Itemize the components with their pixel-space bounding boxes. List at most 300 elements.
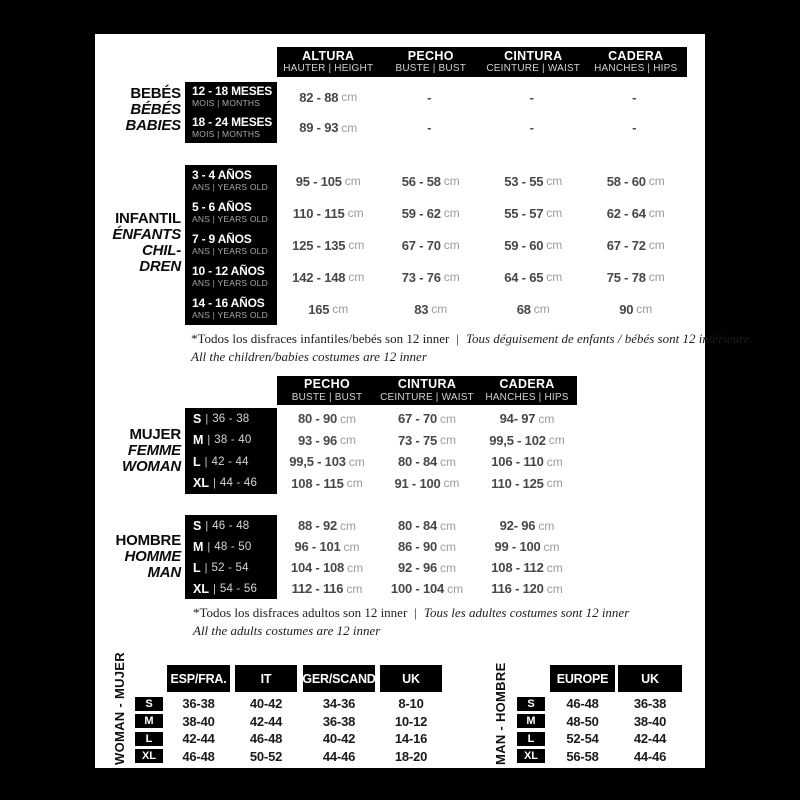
- age-range-subtitle: ANS | YEARS OLD: [192, 214, 268, 225]
- value: 93 - 96: [297, 432, 338, 448]
- women-group-label: [95, 427, 181, 475]
- size-label-cell: [185, 473, 277, 495]
- uk-value: 18-20: [394, 748, 428, 764]
- waist-cell: [482, 197, 585, 229]
- row-values: [277, 113, 687, 144]
- row-values: [277, 261, 687, 293]
- uk-value: 10-12: [394, 713, 428, 729]
- size-label-cell: [185, 430, 277, 452]
- column-subtitle: CEINTURE | WAIST: [380, 391, 474, 403]
- column-subtitle: BUSTE | BUST: [395, 63, 467, 75]
- size-label-cell: [185, 557, 277, 578]
- table-row: [185, 165, 687, 197]
- column-title: PECHO: [304, 377, 350, 392]
- age-label-cell: [185, 197, 277, 229]
- waist-cell: [377, 451, 477, 473]
- value: 59 - 62: [401, 205, 441, 221]
- bust-cell: [277, 515, 377, 536]
- unit: cm: [546, 174, 563, 188]
- size-letter: XL: [517, 749, 545, 763]
- column-header-uk: UK: [380, 665, 442, 692]
- size-separator: |: [205, 519, 209, 532]
- age-range-subtitle: ANS | YEARS OLD: [192, 246, 268, 257]
- waist-cell: [377, 473, 477, 495]
- size-separator: |: [205, 412, 209, 425]
- footnote-fr: Tous déguisement de enfants / bébés sont 12 intérieure: [465, 331, 750, 346]
- table-row: [185, 451, 577, 473]
- size-separator: |: [207, 434, 211, 447]
- age-range: 7 - 9 AÑOS: [192, 232, 252, 247]
- size-letter: M: [193, 539, 204, 554]
- uk-value: 44-46: [633, 748, 667, 764]
- bust-cell: [380, 113, 483, 144]
- group-label-line: FEMME: [127, 442, 181, 459]
- europe-value: 52-54: [566, 731, 599, 747]
- age-range: 18 - 24 MESES: [192, 114, 273, 129]
- hips-cell: [585, 165, 688, 197]
- table-row: [517, 713, 682, 731]
- it-value: 50-52: [249, 748, 283, 764]
- group-label-line: BABIES: [125, 117, 181, 134]
- adults-table-header: [277, 376, 577, 405]
- size-letter: M: [135, 714, 163, 728]
- size-label-cell: [185, 515, 277, 536]
- group-label-line: BÉBÉS: [130, 101, 181, 118]
- table-row: [185, 293, 687, 325]
- row-values: [277, 536, 577, 557]
- column-title: CADERA: [499, 377, 555, 392]
- hips-cell: [477, 408, 577, 430]
- value: 67 - 70: [397, 411, 438, 427]
- waist-cell: [482, 113, 585, 144]
- value: 80 - 84: [397, 454, 438, 470]
- children-rows: [185, 165, 687, 325]
- esp-fra-value: 42-44: [182, 731, 215, 747]
- height-cell: [277, 165, 380, 197]
- height-cell: [277, 82, 380, 113]
- table-row: [185, 473, 577, 495]
- hips-cell: [477, 430, 577, 452]
- size-letter: M: [517, 714, 545, 728]
- column-header-ger-scand: GER/SCAND: [303, 665, 375, 692]
- age-range: 5 - 6 AÑOS: [192, 200, 252, 215]
- value: 73 - 76: [401, 269, 441, 285]
- row-values: [277, 293, 687, 325]
- bust-cell: [380, 82, 483, 113]
- table-row: [185, 113, 687, 144]
- size-separator: |: [204, 455, 208, 468]
- bust-cell: [277, 536, 377, 557]
- column-header-hips: [477, 376, 577, 405]
- table-row: [517, 748, 682, 766]
- unit: cm: [648, 270, 665, 284]
- row-values: [277, 557, 577, 578]
- table-row: [185, 430, 577, 452]
- value: 110 - 115: [292, 205, 345, 221]
- value: 99,5 - 103: [289, 454, 346, 470]
- height-cell: [277, 261, 380, 293]
- unit: cm: [348, 270, 365, 284]
- unit: cm: [538, 518, 555, 533]
- value: 91 - 100: [394, 475, 441, 491]
- row-values: [277, 165, 687, 197]
- column-title: CINTURA: [504, 48, 563, 63]
- table-row: [517, 730, 682, 748]
- value: 92 - 96: [397, 560, 438, 575]
- table-row: [135, 695, 442, 713]
- value: 88 - 92: [297, 518, 338, 533]
- column-header-bust: [380, 47, 483, 77]
- size-letter: S: [193, 411, 202, 426]
- row-values: [277, 408, 577, 430]
- unit: cm: [447, 581, 464, 596]
- footnote-fr: Tous les adultes costumes sont 12 inner: [423, 605, 630, 620]
- group-label-line: HOMBRE: [115, 532, 181, 549]
- value: 95 - 105: [295, 173, 342, 189]
- value: 86 - 90: [397, 539, 438, 554]
- size-letter: L: [193, 560, 201, 575]
- unit: cm: [348, 454, 365, 469]
- height-cell: [277, 197, 380, 229]
- men-conversion-side-label: MAN - HOMBRE: [493, 662, 508, 765]
- table-row: [185, 197, 687, 229]
- bust-cell: [277, 451, 377, 473]
- esp-fra-value: 38-40: [182, 713, 215, 729]
- hips-cell: [585, 197, 688, 229]
- unit: cm: [431, 302, 448, 316]
- ger-scand-value: 40-42: [322, 731, 356, 747]
- size-label-cell: [185, 536, 277, 557]
- waist-cell: [377, 557, 477, 578]
- column-subtitle: BUSTE | BUST: [291, 391, 363, 403]
- ger-scand-value: 44-46: [322, 748, 356, 764]
- age-label-cell: [185, 261, 277, 293]
- unit: cm: [440, 560, 457, 575]
- row-values: [277, 82, 687, 113]
- bust-cell: [380, 197, 483, 229]
- column-header-uk: UK: [618, 665, 682, 692]
- value: 64 - 65: [504, 269, 544, 285]
- footnote-line-2: All the adults costumes are 12 inner: [193, 622, 381, 638]
- uk-value: 36-38: [633, 696, 667, 712]
- men-group-label: [95, 533, 181, 581]
- unit: cm: [344, 174, 361, 188]
- age-range-subtitle: ANS | YEARS OLD: [192, 182, 268, 193]
- waist-cell: [482, 229, 585, 261]
- unit: cm: [443, 238, 460, 252]
- size-range: 54 - 56: [219, 582, 258, 595]
- value: 108 - 115: [291, 475, 344, 491]
- size-letter: XL: [135, 749, 163, 763]
- unit: cm: [346, 476, 363, 491]
- age-range-subtitle: ANS | YEARS OLD: [192, 310, 268, 321]
- row-values: [277, 197, 687, 229]
- age-range-subtitle: ANS | YEARS OLD: [192, 278, 268, 289]
- size-range: 52 - 54: [211, 561, 249, 574]
- hips-cell: [585, 293, 688, 325]
- unit: cm: [340, 411, 357, 426]
- value: -: [427, 120, 432, 136]
- value: 89 - 93: [299, 120, 339, 136]
- size-separator: |: [212, 582, 216, 595]
- table-row: [185, 82, 687, 113]
- it-value: 42-44: [249, 713, 283, 729]
- size-letter: L: [517, 732, 545, 746]
- unit: cm: [546, 238, 563, 252]
- value: 53 - 55: [504, 173, 544, 189]
- europe-value: 48-50: [566, 713, 599, 729]
- table-row: [185, 408, 577, 430]
- unit: cm: [440, 433, 457, 448]
- age-range: 10 - 12 AÑOS: [192, 264, 265, 279]
- waist-cell: [377, 536, 477, 557]
- age-range: 3 - 4 AÑOS: [192, 168, 252, 183]
- table-row: [185, 557, 577, 578]
- unit: cm: [340, 433, 357, 448]
- column-header-height: [277, 47, 380, 77]
- table-row: [135, 748, 442, 766]
- adults-footnote: [193, 604, 629, 639]
- size-letter: XL: [193, 476, 209, 491]
- column-subtitle: HANCHES | HIPS: [485, 391, 569, 403]
- unit: cm: [443, 206, 460, 220]
- column-header-europe: EUROPE: [550, 665, 615, 692]
- value: 100 - 104: [390, 581, 445, 596]
- value: 90: [619, 301, 634, 317]
- value: 110 - 125: [491, 475, 544, 491]
- value: 56 - 58: [401, 173, 441, 189]
- men-conversion-header: [550, 665, 682, 692]
- size-range: 48 - 50: [214, 540, 252, 553]
- footnote-line-2: All the children/babies costumes are 12 inner: [191, 348, 427, 364]
- table-row: [185, 536, 577, 557]
- value: 67 - 70: [401, 237, 441, 253]
- size-label-cell: [185, 408, 277, 430]
- value: 94- 97: [499, 411, 536, 427]
- waist-cell: [377, 515, 477, 536]
- size-letter: S: [135, 697, 163, 711]
- footnote-es: *Todos los disfraces infantiles/bebés son 12 inner: [191, 331, 450, 346]
- unit: cm: [440, 454, 457, 469]
- women-conversion-side-label: WOMAN - MUJER: [112, 652, 127, 765]
- unit: cm: [347, 560, 364, 575]
- hips-cell: [477, 515, 577, 536]
- age-label-cell: [185, 293, 277, 325]
- waist-cell: [377, 578, 477, 599]
- row-values: [277, 430, 577, 452]
- value: 59 - 60: [504, 237, 544, 253]
- unit: cm: [343, 539, 360, 554]
- value: 106 - 110: [491, 454, 544, 470]
- value: 80 - 84: [397, 518, 438, 533]
- footnote-separator: |: [456, 331, 459, 346]
- size-letter: L: [135, 732, 163, 746]
- value: 96 - 101: [294, 539, 341, 554]
- column-subtitle: HANCHES | HIPS: [594, 63, 678, 75]
- group-label-line: DREN: [139, 258, 181, 275]
- size-separator: |: [204, 561, 208, 574]
- unit: cm: [546, 476, 563, 491]
- unit: cm: [440, 518, 457, 533]
- europe-value: 56-58: [566, 748, 599, 764]
- table-row: [135, 730, 442, 748]
- unit: cm: [543, 539, 560, 554]
- size-range: 38 - 40: [214, 434, 252, 447]
- value: 55 - 57: [504, 205, 544, 221]
- size-letter: S: [517, 697, 545, 711]
- footnote-line-1: [193, 604, 629, 622]
- height-cell: [277, 229, 380, 261]
- column-header-waist: [482, 47, 585, 77]
- value: 58 - 60: [606, 173, 646, 189]
- hips-cell: [477, 473, 577, 495]
- value: 73 - 75: [397, 432, 438, 448]
- babies-rows: [185, 82, 687, 143]
- bust-cell: [277, 557, 377, 578]
- age-label-cell: [185, 113, 277, 144]
- size-label-cell: [185, 451, 277, 473]
- value: 75 - 78: [606, 269, 646, 285]
- column-header-hips: [585, 47, 688, 77]
- bust-cell: [380, 293, 483, 325]
- column-title: PECHO: [407, 48, 454, 63]
- unit: cm: [443, 174, 460, 188]
- footnote-es: *Todos los disfraces adultos son 12 inner: [193, 605, 408, 620]
- size-letter: M: [193, 433, 204, 448]
- group-label-line: WOMAN: [122, 458, 181, 475]
- group-label-line: MUJER: [129, 426, 181, 443]
- column-title: ALTURA: [302, 48, 355, 63]
- uk-value: 14-16: [394, 731, 428, 747]
- age-label-cell: [185, 165, 277, 197]
- value: -: [427, 89, 432, 105]
- size-letter: XL: [193, 581, 209, 596]
- height-cell: [277, 293, 380, 325]
- it-value: 40-42: [249, 696, 283, 712]
- bust-cell: [277, 578, 377, 599]
- men-rows: [185, 515, 577, 599]
- value: -: [632, 120, 637, 136]
- bust-cell: [277, 408, 377, 430]
- waist-cell: [377, 408, 477, 430]
- waist-cell: [377, 430, 477, 452]
- column-subtitle: CEINTURE | WAIST: [486, 63, 581, 75]
- hips-cell: [477, 451, 577, 473]
- unit: cm: [546, 560, 563, 575]
- value: 116 - 120: [491, 581, 544, 596]
- unit: cm: [341, 90, 358, 105]
- uk-value: 42-44: [633, 731, 667, 747]
- row-values: [277, 473, 577, 495]
- size-range: 42 - 44: [211, 455, 249, 468]
- value: 99 - 100: [494, 539, 541, 554]
- hips-cell: [477, 536, 577, 557]
- group-label-line: MAN: [147, 564, 181, 581]
- unit: cm: [341, 120, 358, 135]
- bust-cell: [380, 165, 483, 197]
- group-label-line: ÉNFANTS: [112, 226, 181, 243]
- size-separator: |: [207, 540, 211, 553]
- unit: cm: [538, 411, 555, 426]
- esp-fra-value: 46-48: [182, 748, 215, 764]
- unit: cm: [443, 270, 460, 284]
- unit: cm: [440, 539, 457, 554]
- kids-table-header: [277, 47, 687, 77]
- hips-cell: [585, 82, 688, 113]
- value: -: [632, 89, 637, 105]
- value: 62 - 64: [606, 205, 646, 221]
- unit: cm: [546, 270, 563, 284]
- value: 165: [308, 301, 330, 317]
- table-row: [185, 229, 687, 261]
- unit: cm: [648, 206, 665, 220]
- age-label-cell: [185, 82, 277, 113]
- value: 82 - 88: [299, 89, 339, 105]
- europe-value: 46-48: [566, 696, 599, 712]
- size-range: 44 - 46: [219, 477, 258, 490]
- size-separator: |: [212, 477, 216, 490]
- table-row: [185, 578, 577, 599]
- size-letter: S: [193, 518, 202, 533]
- column-title: CADERA: [608, 48, 664, 63]
- age-range: 12 - 18 MESES: [192, 84, 273, 99]
- footnote-line-1: [191, 330, 750, 348]
- value: 99,5 - 102: [489, 432, 546, 448]
- uk-value: 8-10: [398, 696, 424, 712]
- esp-fra-value: 36-38: [182, 696, 215, 712]
- age-label-cell: [185, 229, 277, 261]
- hips-cell: [477, 557, 577, 578]
- value: 108 - 112: [491, 560, 544, 575]
- size-label-cell: [185, 578, 277, 599]
- unit: cm: [546, 454, 563, 469]
- size-range: 36 - 38: [212, 412, 250, 425]
- bust-cell: [277, 430, 377, 452]
- unit: cm: [346, 581, 363, 596]
- age-range-subtitle: MOIS | MONTHS: [192, 128, 261, 139]
- value: 142 - 148: [292, 269, 346, 285]
- waist-cell: [482, 82, 585, 113]
- women-conversion-header: [167, 665, 442, 692]
- men-conversion-rows: [517, 695, 682, 765]
- unit: cm: [340, 518, 357, 533]
- group-label-line: INFANTIL: [115, 210, 181, 227]
- hips-cell: [585, 261, 688, 293]
- hips-cell: [585, 113, 688, 144]
- ger-scand-value: 34-36: [322, 696, 356, 712]
- it-value: 46-48: [249, 731, 283, 747]
- row-values: [277, 578, 577, 599]
- unit: cm: [332, 302, 349, 316]
- value: 83: [414, 301, 429, 317]
- unit: cm: [347, 206, 364, 220]
- table-row: [135, 713, 442, 731]
- group-label-line: HOMME: [124, 548, 181, 565]
- bust-cell: [380, 261, 483, 293]
- ger-scand-value: 36-38: [322, 713, 356, 729]
- age-range: 14 - 16 AÑOS: [192, 296, 265, 311]
- value: -: [529, 120, 534, 136]
- unit: cm: [636, 302, 653, 316]
- value: 125 - 135: [292, 237, 346, 253]
- hips-cell: [477, 578, 577, 599]
- uk-value: 38-40: [633, 713, 667, 729]
- unit: cm: [546, 206, 563, 220]
- bust-cell: [277, 473, 377, 495]
- women-rows: [185, 408, 577, 494]
- group-label-line: CHIL-: [142, 242, 181, 259]
- row-values: [277, 515, 577, 536]
